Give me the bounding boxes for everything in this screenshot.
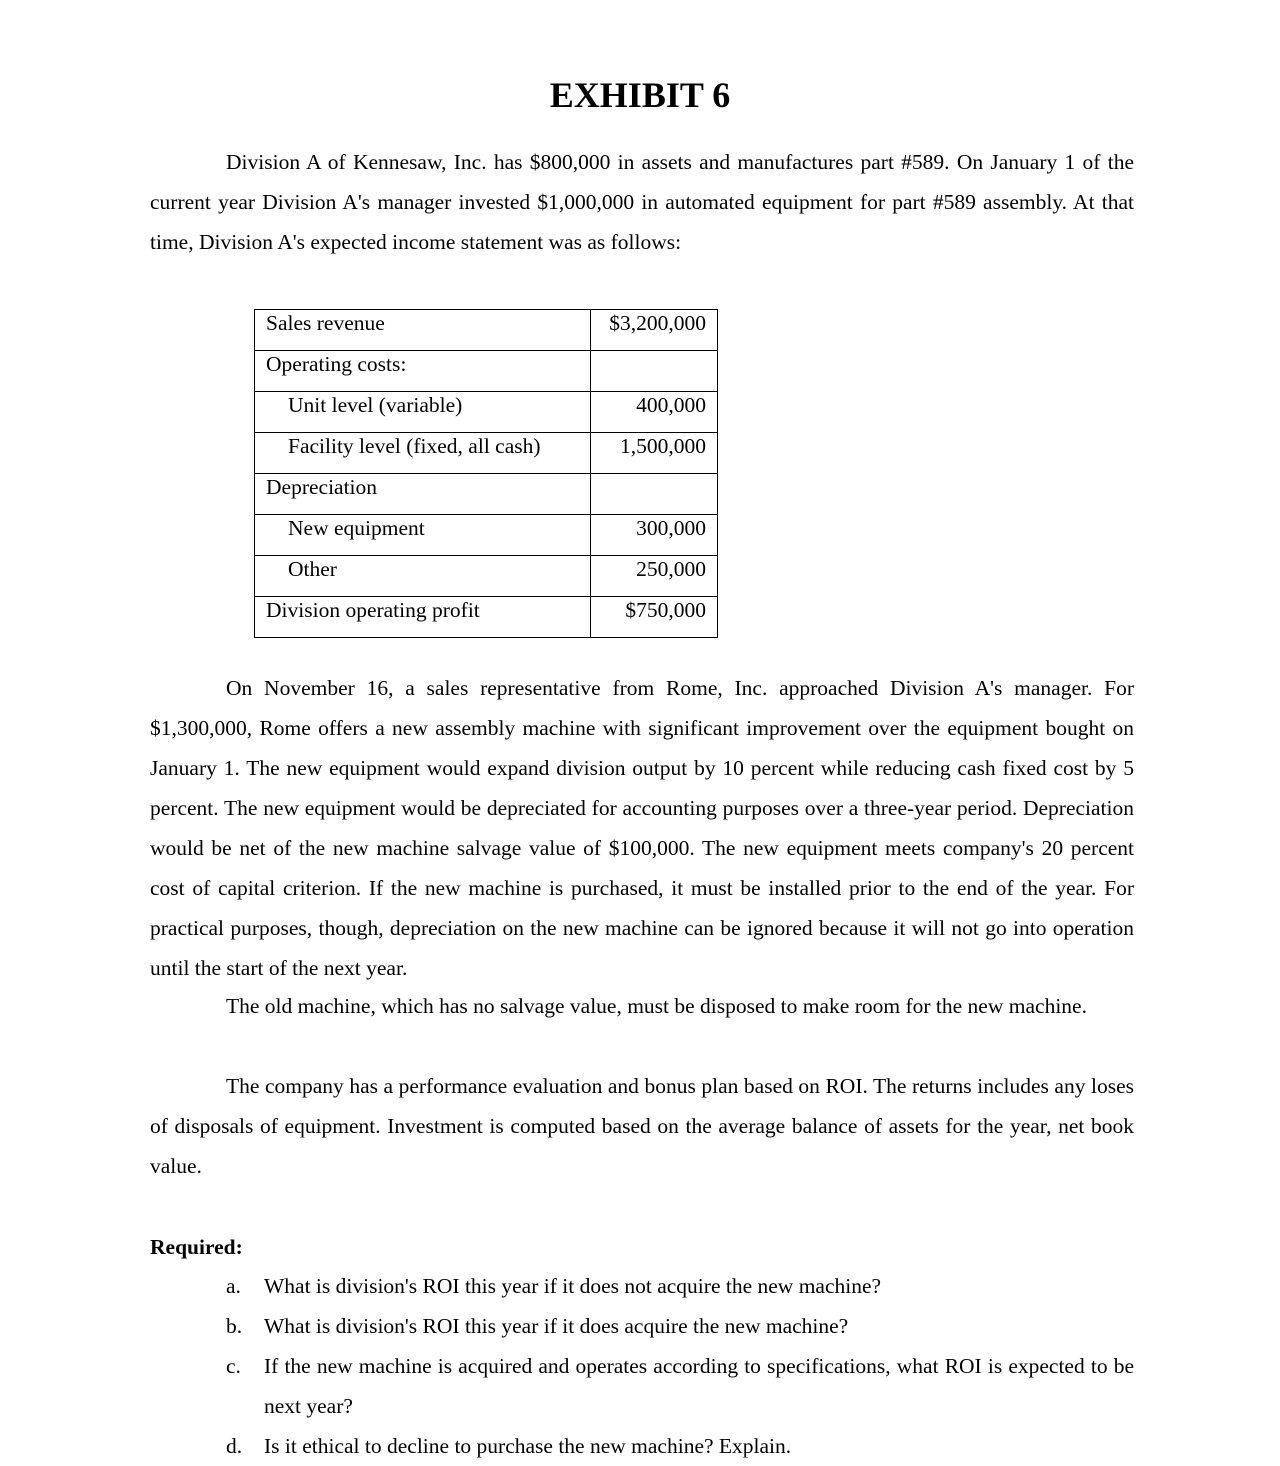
table-row [255,310,718,351]
list-item [226,1346,1134,1426]
table-row [255,515,718,556]
list-item [226,1306,1134,1346]
list-item-letter: b. [226,1314,243,1338]
income-statement-table [254,309,718,638]
list-item-text: What is division's ROI this year if it does not acquire the new machine? [264,1274,882,1298]
row-label: Other [255,556,591,597]
row-label: New equipment [255,515,591,556]
body-paragraph: The old machine, which has no salvage value, must be disposed to make room for the new machine. [226,994,1087,1018]
row-label: Sales revenue [255,310,591,351]
list-item-letter: d. [226,1434,243,1458]
row-value: 300,000 [591,515,718,556]
list-item-letter: c. [226,1354,241,1378]
intro-paragraph: Division A of Kennesaw, Inc. has $800,000 in assets and manufactures part #589. On January 1 of the current year Division A's manager invested $1,000,000 in automated equipment for part #589 assembly. At that time, Division A's expected income statement was as follows: [150,150,1134,254]
page-title: EXHIBIT 6 [549,75,731,115]
body-paragraph: The company has a performance evaluation and bonus plan based on ROI. The returns includes any loses of disposals of equipment. Investment is computed based on the average balance of assets for the year, net book value. [150,1074,1134,1178]
row-value: 1,500,000 [591,433,718,474]
row-value: 250,000 [591,556,718,597]
list-item-text: If the new machine is acquired and operates according to specifications, what ROI is expected to be next year? [264,1354,1134,1418]
row-value: 400,000 [591,392,718,433]
row-label: Unit level (variable) [255,392,591,433]
table-row [255,556,718,597]
required-list [226,1266,1134,1466]
list-item [226,1266,1134,1306]
row-value [591,351,718,392]
row-value [591,474,718,515]
row-value: $3,200,000 [591,310,718,351]
list-item-text: Is it ethical to decline to purchase the new machine? Explain. [264,1434,792,1458]
body-paragraph: On November 16, a sales representative from Rome, Inc. approached Division A's manager. For $1,300,000, Rome offers a new assembly machine with significant improvement over the equipment bought on January 1. The new equipment would expand division output by 10 percent while reducing cash fixed cost by 5 percent. The new equipment would be depreciated for accounting purposes over a three-year period. Depreciation would be net of the new machine salvage value of $100,000. The new equipment meets company's 20 percent cost of capital criterion. If the new machine is purchased, it must be installed prior to the end of the year. For practical purposes, though, depreciation on the new machine can be ignored because it will not go into operation until the start of the next year. [150,676,1134,980]
row-label: Depreciation [255,474,591,515]
required-heading: Required: [150,1235,243,1259]
row-label: Division operating profit [255,597,591,638]
table-row [255,433,718,474]
table-row [255,351,718,392]
list-item-text: What is division's ROI this year if it does acquire the new machine? [264,1314,849,1338]
table-row [255,392,718,433]
row-label: Operating costs: [255,351,591,392]
table-row [255,597,718,638]
row-label: Facility level (fixed, all cash) [255,433,591,474]
list-item-letter: a. [226,1274,241,1298]
table-row [255,474,718,515]
list-item [226,1426,1134,1466]
row-value: $750,000 [591,597,718,638]
